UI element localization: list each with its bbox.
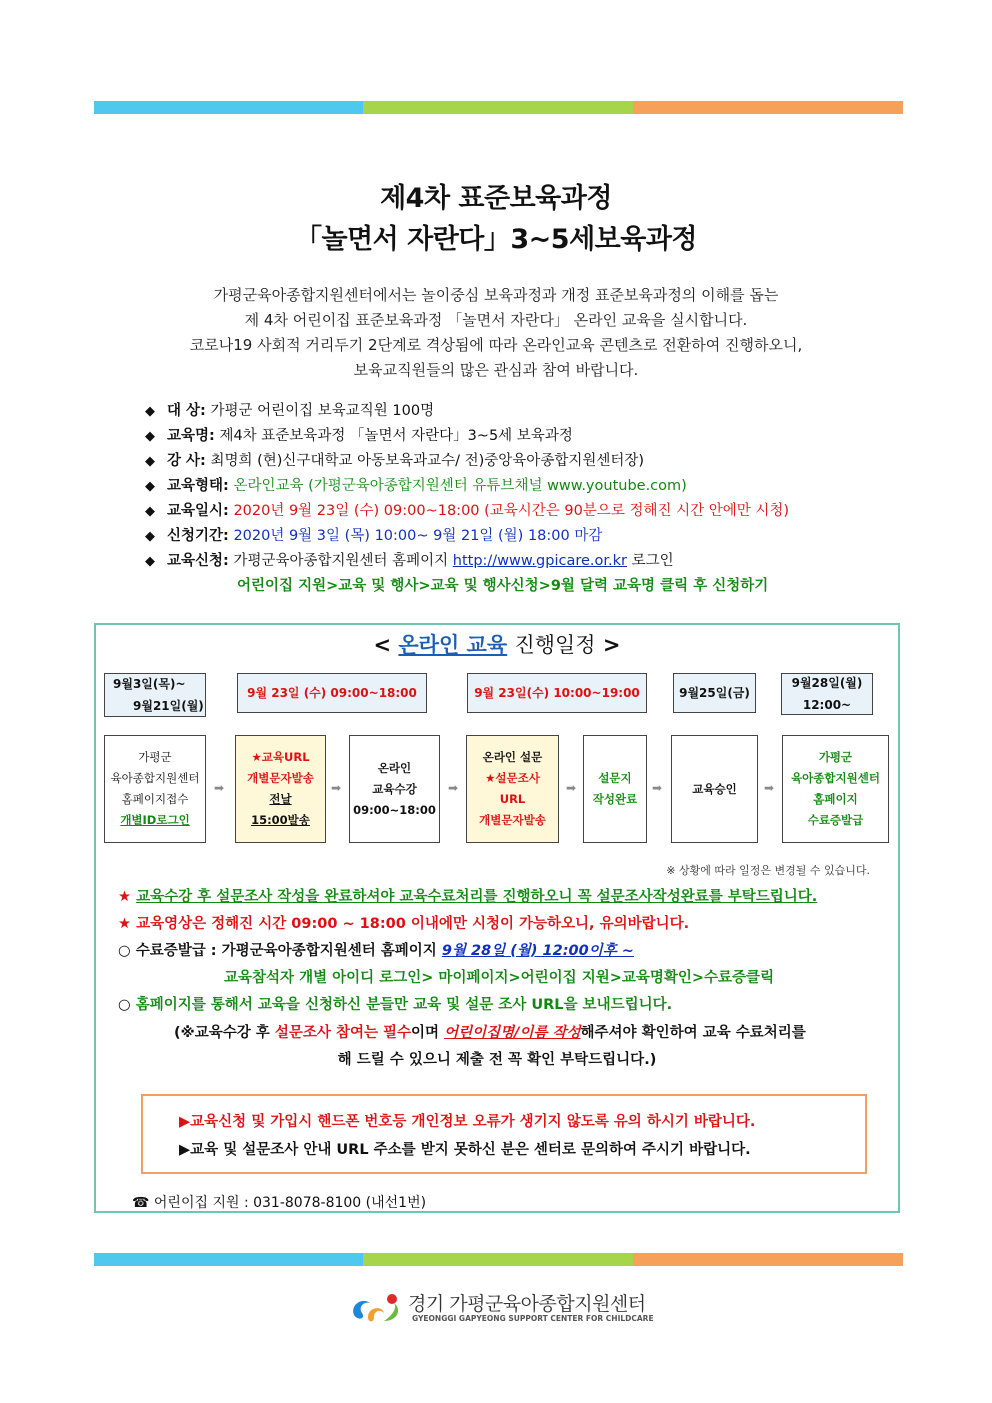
info-row-apply: ◆ 교육신청: 가평군육아종합지원센터 홈페이지 http://www.gpicare.or.kr 로그인	[145, 549, 905, 574]
contact-line: ☎ 어린이집 지원 : 031-8078-8100 (내선1번)	[132, 1195, 427, 1211]
warning-box	[141, 1094, 867, 1174]
step-url-sms: ★교육URL 개별문자발송 전날 15:00발송	[235, 735, 326, 843]
info-row-period: ◆ 신청기간: 2020년 9월 3일 (목) 10:00~ 9월 21일 (월) 18:00 마감	[145, 524, 905, 549]
step-certificate: 가평군 육아종합지원센터 홈페이지 수료증발급	[782, 735, 889, 843]
date-box-3: 9월 23일(수) 10:00~19:00	[467, 673, 647, 713]
intro-line: 가평군육아종합지원센터에서는 놀이중심 보육과정과 개정 표준보육과정의 이해를 돕는	[213, 286, 779, 304]
step-online-course: 온라인 교육수강 09:00~18:00	[349, 735, 440, 843]
circle-icon: ○	[118, 997, 131, 1013]
footer-center-name-en: GYEONGGI GAPYEONG SUPPORT CENTER FOR CHILDCARE	[412, 1314, 654, 1323]
date-box-1: 9월3일(목)~ 9월21일(월)	[104, 673, 206, 717]
info-row-type: ◆ 교육형태: 온라인교육 (가평군육아종합지원센터 유튜브채널 www.youtube.com)	[145, 474, 905, 499]
arrow-right-icon: ➡	[448, 781, 459, 795]
arrow-right-icon: ➡	[652, 781, 663, 795]
notice-survey: ★ 교육수강 후 설문조사 작성을 완료하셔야 교육수료처리를 진행하오니 꼭 설문조사작성완료를 부탁드립니다.	[118, 889, 818, 905]
notice-certificate-path: 교육참석자 개별 아이디 로그인> 마이페이지>어린이집 지원>교육명확인>수료증클릭	[224, 970, 775, 986]
star-icon: ★	[118, 916, 131, 932]
star-icon: ★	[118, 889, 131, 905]
diamond-icon: ◆	[145, 429, 155, 444]
diamond-icon: ◆	[145, 554, 155, 569]
arrow-right-icon: ➡	[214, 781, 225, 795]
info-row-lecturer: ◆ 강 사: 최명희 (현)신구대학교 아동보육과교수/ 전)중앙육아종합지원센터장)	[145, 449, 905, 474]
notice-viewing-time: ★ 교육영상은 정해진 시간 09:00 ~ 18:00 이내에만 시청이 가능하오니, 유의바랍니다.	[118, 916, 690, 932]
bottom-color-stripe	[94, 1253, 903, 1266]
arrow-right-icon: ➡	[566, 781, 577, 795]
logo-mark-icon	[348, 1287, 406, 1327]
info-row-target: ◆ 대 상: 가평군 어린이집 보육교직원 100명	[145, 399, 905, 424]
date-box-2: 9월 23일 (수) 09:00~18:00	[237, 673, 427, 713]
info-list	[145, 399, 905, 599]
page-title-line2: 「놀면서 자란다」3~5세보육과정	[295, 224, 697, 255]
diamond-icon: ◆	[145, 404, 155, 419]
schedule-title: < 온라인 교육 진행일정 >	[373, 633, 621, 657]
intro-line: 제 4차 어린이집 표준보육과정 「놀면서 자란다」 온라인 교육을 실시합니다.	[244, 311, 748, 329]
intro-line: 보육교직원들의 많은 관심과 참여 바랍니다.	[353, 361, 639, 379]
intro-line: 코로나19 사회적 거리두기 2단계로 격상됨에 따라 온라인교육 콘텐츠로 전환하여 진행하오니,	[189, 336, 803, 354]
center-logo	[348, 1287, 654, 1329]
step-survey-sms: 온라인 설문 ★설문조사 URL 개별문자발송	[466, 735, 559, 843]
notice-survey-required: (※교육수강 후 설문조사 참여는 필수이며 어린이집명/이름 작성해주셔야 확인하여 교육 수료처리를	[174, 1025, 806, 1041]
step-survey-done: 설문지 작성완료	[583, 735, 647, 843]
step-homepage-apply: 가평군 육아종합지원센터 홈페이지접수 개별ID로그인	[104, 735, 206, 843]
notice-survey-required-line2: 해 드릴 수 있으니 제출 전 꼭 확인 부탁드립니다.)	[337, 1052, 657, 1068]
diamond-icon: ◆	[145, 504, 155, 519]
circle-icon: ○	[118, 943, 131, 959]
info-row-date: ◆ 교육일시: 2020년 9월 23일 (수) 09:00~18:00 (교육시간은 90분으로 정해진 시간 안에만 시청)	[145, 499, 905, 524]
diamond-icon: ◆	[145, 454, 155, 469]
arrow-right-icon: ➡	[331, 781, 342, 795]
date-box-4: 9월25일(금)	[673, 673, 756, 713]
date-box-5: 9월28일(월) 12:00~	[781, 673, 873, 715]
diamond-icon: ◆	[145, 479, 155, 494]
arrow-right-icon: ➡	[764, 781, 775, 795]
page-title-line1: 제4차 표준보육과정	[380, 183, 612, 214]
info-row-name: ◆ 교육명: 제4차 표준보육과정 「놀면서 자란다」3~5세 보육과정	[145, 424, 905, 449]
notice-url-delivery: ○ 홈페이지를 통해서 교육을 신청하신 분들만 교육 및 설문 조사 URL을 보내드립니다.	[118, 997, 673, 1013]
step-approval: 교육승인	[671, 735, 758, 843]
notice-certificate: ○ 수료증발급 : 가평군육아종합지원센터 홈페이지 9월 28일 (월) 12:00이후 ~	[118, 943, 634, 959]
diamond-icon: ◆	[145, 529, 155, 544]
top-color-stripe	[94, 101, 903, 114]
schedule-panel	[94, 623, 900, 1213]
phone-icon: ☎	[132, 1195, 150, 1211]
schedule-note: ※ 상황에 따라 일정은 변경될 수 있습니다.	[666, 864, 870, 877]
warning-privacy: ▶교육신청 및 가입시 핸드폰 번호등 개인정보 오류가 생기지 않도록 유의 하시기 바랍니다.	[179, 1114, 756, 1130]
intro-paragraph	[0, 283, 992, 383]
info-row-apply-path: 어린이집 지원>교육 및 행사>교육 및 행사신청>9월 달력 교육명 클릭 후 신청하기	[237, 578, 769, 594]
homepage-link[interactable]: http://www.gpicare.or.kr	[452, 553, 627, 569]
warning-url-contact: ▶교육 및 설문조사 안내 URL 주소를 받지 못하신 분은 센터로 문의하여 주시기 바랍니다.	[179, 1142, 751, 1158]
footer-center-name: 경기 가평군육아종합지원센터	[408, 1293, 646, 1315]
